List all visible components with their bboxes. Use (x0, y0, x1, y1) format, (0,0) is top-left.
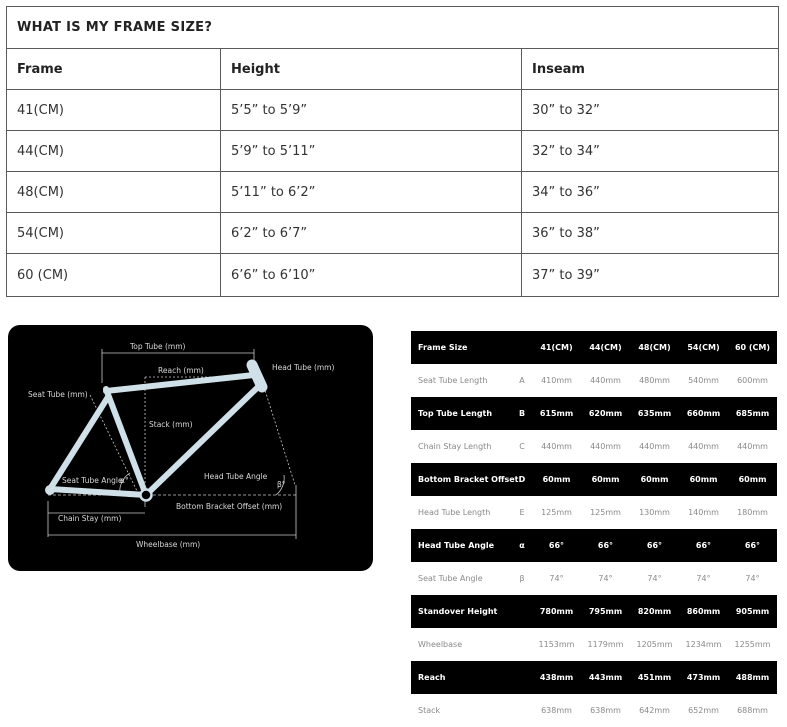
geometry-header-size: 41(CM) (540, 343, 573, 352)
header-frame: Frame (7, 49, 221, 89)
frame-cell: 41(CM) (7, 90, 221, 130)
geometry-value-cell: 60mm (640, 475, 669, 484)
table-row (411, 397, 777, 430)
geometry-value-cell: 66° (646, 541, 663, 550)
header-height: Height (221, 49, 522, 89)
geometry-row-code: α (519, 541, 525, 550)
bottom-bracket-offset-label: Bottom Bracket Offset (mm) (176, 502, 283, 511)
geometry-row-name: Wheelbase (418, 640, 463, 649)
frame-cell: 60 (CM) (7, 254, 221, 296)
geometry-value-cell: 125mm (590, 508, 621, 517)
table-row (411, 463, 777, 496)
bike-geometry-diagram (8, 325, 373, 571)
geometry-value-cell: 60mm (738, 475, 767, 484)
height-cell: 6’6” to 6’10” (221, 254, 522, 296)
geometry-value-cell: 615mm (539, 409, 574, 418)
geometry-rows (411, 364, 777, 727)
geometry-row-code: B (518, 409, 526, 418)
geometry-row-name: Bottom Bracket Offset (418, 475, 519, 484)
geometry-value-cell: 410mm (541, 376, 572, 385)
geometry-value-cell: 635mm (637, 409, 672, 418)
geometry-header-size: 44(CM) (589, 343, 622, 352)
frame-cell: 48(CM) (7, 172, 221, 212)
geometry-value-cell: 473mm (686, 673, 721, 682)
geometry-row-name: Head Tube Length (418, 508, 491, 517)
frame-size-table (6, 6, 779, 297)
geometry-row-name: Stack (418, 706, 441, 715)
seat-tube-angle-label: Seat Tube Angle (62, 476, 123, 485)
geometry-value-cell: 66° (744, 541, 761, 550)
frame-size-title: WHAT IS MY FRAME SIZE? (7, 7, 778, 49)
geometry-value-cell: 1179mm (587, 640, 624, 649)
geometry-row-code: D (518, 475, 526, 484)
geometry-row-code: β (519, 574, 525, 583)
table-row (7, 213, 778, 254)
geometry-value-cell: 440mm (688, 442, 719, 451)
geometry-header-size: 54(CM) (687, 343, 720, 352)
bike-frame-drawing (8, 325, 373, 571)
table-row (411, 430, 777, 463)
geometry-value-cell: 600mm (737, 376, 768, 385)
geometry-value-cell: 440mm (541, 442, 572, 451)
table-row (411, 529, 777, 562)
geometry-value-cell: 66° (597, 541, 614, 550)
geometry-value-cell: 620mm (588, 409, 623, 418)
geometry-value-cell: 780mm (539, 607, 574, 616)
geometry-value-cell: 125mm (541, 508, 572, 517)
geometry-value-cell: 451mm (637, 673, 672, 682)
geometry-value-cell: 488mm (735, 673, 770, 682)
frame-cell: 54(CM) (7, 213, 221, 253)
inseam-cell: 36” to 38” (532, 225, 600, 241)
geometry-value-cell: 60mm (542, 475, 571, 484)
alpha-symbol: α° (120, 476, 129, 485)
table-row (411, 661, 777, 694)
chain-stay-label: Chain Stay (mm) (58, 514, 122, 523)
table-row (411, 628, 777, 661)
geometry-value-cell: 440mm (590, 442, 621, 451)
geometry-value-cell: 652mm (688, 706, 719, 715)
geometry-value-cell: 660mm (686, 409, 721, 418)
geometry-row-name: Seat Tube Angle (418, 574, 483, 583)
geometry-value-cell: 638mm (590, 706, 621, 715)
geometry-value-cell: 66° (695, 541, 712, 550)
geometry-value-cell: 795mm (588, 607, 623, 616)
table-row (411, 595, 777, 628)
inseam-cell: 34” to 36” (532, 184, 600, 200)
stack-label: Stack (mm) (149, 420, 193, 429)
geometry-value-cell: 820mm (637, 607, 672, 616)
geometry-header-row (411, 331, 777, 364)
frame-size-header-row (7, 49, 778, 90)
geometry-value-cell: 1255mm (734, 640, 771, 649)
geometry-value-cell: 74° (549, 574, 564, 583)
geometry-value-cell: 74° (696, 574, 711, 583)
geometry-value-cell: 688mm (737, 706, 768, 715)
geometry-value-cell: 860mm (686, 607, 721, 616)
table-row (7, 172, 778, 213)
geometry-row-code: A (519, 376, 525, 385)
inseam-cell: 37” to 39” (532, 267, 600, 283)
geometry-row-code: E (519, 508, 525, 517)
head-tube-label: Head Tube (mm) (272, 363, 335, 372)
table-row (7, 90, 778, 131)
height-cell: 5’11” to 6’2” (221, 172, 522, 212)
header-inseam: Inseam (532, 61, 585, 77)
geometry-row-name: Head Tube Angle (418, 541, 495, 550)
table-row (7, 254, 778, 296)
geometry-value-cell: 480mm (639, 376, 670, 385)
geometry-header-size: 60 (CM) (734, 343, 771, 352)
geometry-value-cell: 440mm (590, 376, 621, 385)
head-tube-shape (252, 365, 262, 387)
inseam-cell: 32” to 34” (532, 143, 600, 159)
geometry-value-cell: 642mm (639, 706, 670, 715)
geometry-row-name: Chain Stay Length (418, 442, 492, 451)
frame-cell: 44(CM) (7, 131, 221, 171)
height-cell: 5’5” to 5’9” (221, 90, 522, 130)
geometry-value-cell: 443mm (588, 673, 623, 682)
top-tube-label: Top Tube (mm) (130, 342, 186, 351)
geometry-value-cell: 440mm (639, 442, 670, 451)
geometry-value-cell: 1205mm (636, 640, 673, 649)
geometry-row-name: Seat Tube Length (418, 376, 488, 385)
geometry-value-cell: 74° (745, 574, 760, 583)
geometry-value-cell: 74° (598, 574, 613, 583)
bottom-bracket (141, 490, 152, 501)
geometry-table (411, 331, 777, 727)
geometry-value-cell: 130mm (639, 508, 670, 517)
geometry-value-cell: 66° (548, 541, 565, 550)
geometry-value-cell: 1153mm (538, 640, 575, 649)
height-cell: 6’2” to 6’7” (221, 213, 522, 253)
reach-label: Reach (mm) (158, 366, 204, 375)
head-tube-angle-label: Head Tube Angle (204, 472, 268, 481)
geometry-value-cell: 440mm (737, 442, 768, 451)
inseam-cell: 30” to 32” (532, 102, 600, 118)
geometry-value-cell: 74° (647, 574, 662, 583)
geometry-header-name: Frame Size (418, 343, 468, 352)
beta-symbol: β° (277, 480, 286, 489)
geometry-value-cell: 438mm (539, 673, 574, 682)
seat-tube-label: Seat Tube (mm) (28, 390, 88, 399)
geometry-row-code: C (519, 442, 525, 451)
geometry-header-size: 48(CM) (638, 343, 671, 352)
geometry-row-name: Reach (418, 673, 446, 682)
geometry-value-cell: 540mm (688, 376, 719, 385)
table-row (411, 496, 777, 529)
geometry-row-name: Top Tube Length (418, 409, 493, 418)
table-row (411, 364, 777, 397)
wheelbase-label: Wheelbase (mm) (136, 540, 201, 549)
table-row (7, 131, 778, 172)
table-row (411, 562, 777, 595)
geometry-value-cell: 60mm (689, 475, 718, 484)
rear-dropout (45, 485, 55, 495)
geometry-row-name: Standover Height (418, 607, 498, 616)
height-cell: 5’9” to 5’11” (221, 131, 522, 171)
table-row (411, 694, 777, 727)
geometry-value-cell: 905mm (735, 607, 770, 616)
geometry-value-cell: 140mm (688, 508, 719, 517)
geometry-value-cell: 180mm (737, 508, 768, 517)
geometry-value-cell: 685mm (735, 409, 770, 418)
geometry-value-cell: 1234mm (685, 640, 722, 649)
geometry-value-cell: 638mm (541, 706, 572, 715)
geometry-value-cell: 60mm (591, 475, 620, 484)
